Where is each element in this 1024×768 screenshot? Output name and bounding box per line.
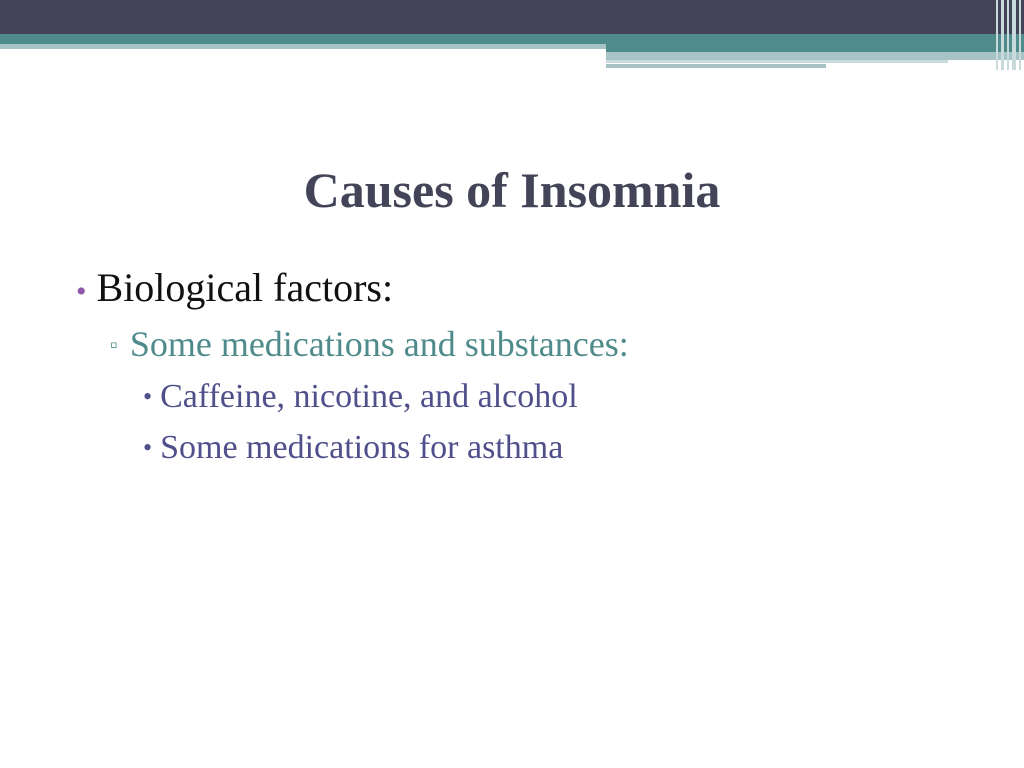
bullet-text: Biological factors:: [96, 265, 394, 310]
bullet-dot-icon: •: [76, 275, 87, 308]
header-light-band-right: [606, 52, 1024, 60]
bullet-level-1: [76, 264, 393, 316]
header-thin-line: [606, 60, 948, 63]
header-stripe: [996, 0, 998, 70]
bullet-text: Some medications and substances:: [129, 324, 629, 364]
bullet-level-3: [143, 377, 578, 417]
bullet-text: Some medications for asthma: [160, 429, 564, 466]
bullet-square-icon: ▫: [110, 332, 118, 357]
header-teal-band-right: [606, 44, 1024, 52]
header-stripe: [1012, 0, 1016, 70]
header-short-line: [606, 64, 826, 68]
bullet-dot-icon: •: [143, 382, 153, 411]
header-stripe: [1019, 0, 1021, 70]
bullet-level-2: [110, 322, 629, 367]
bullet-level-3: [143, 428, 563, 468]
bullet-dot-icon: •: [143, 433, 153, 462]
bullet-text: Caffeine, nicotine, and alcohol: [160, 378, 578, 415]
header-dark-band: [0, 0, 1024, 34]
header-stripe: [1007, 0, 1009, 70]
header-teal-band: [0, 34, 1024, 44]
header-stripe: [1001, 0, 1004, 70]
header-vertical-stripes: [992, 0, 1024, 70]
header-light-band-left: [0, 44, 606, 49]
slide-title: Causes of Insomnia: [303, 162, 721, 218]
